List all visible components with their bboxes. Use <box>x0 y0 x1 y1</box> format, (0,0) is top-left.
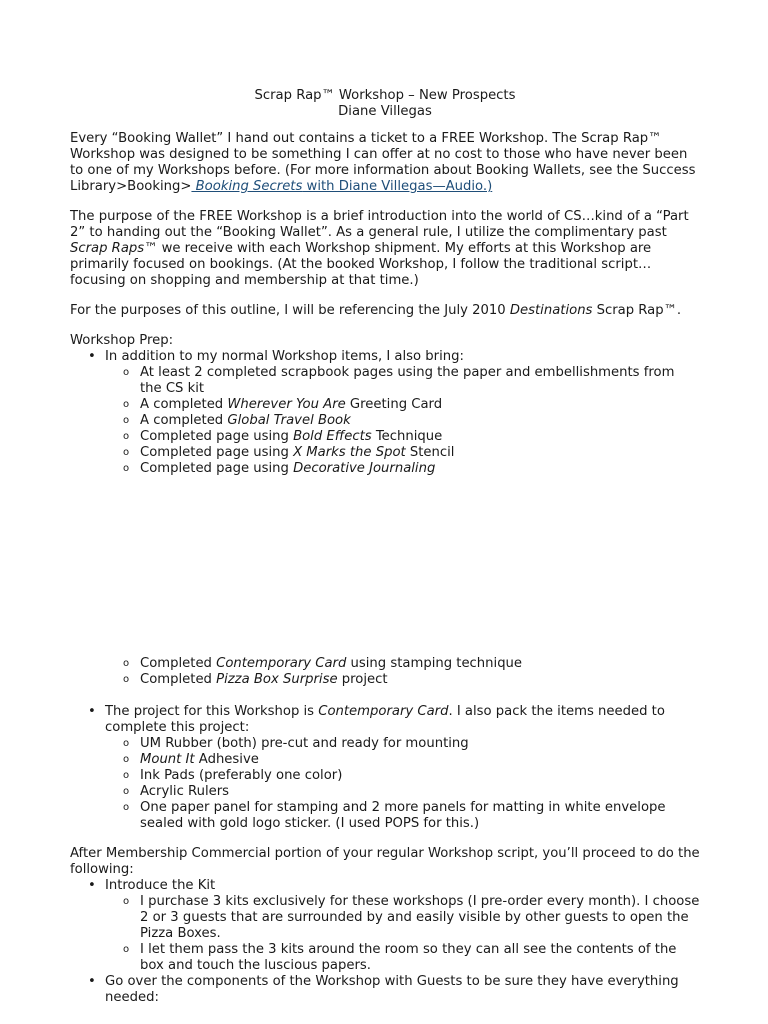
paragraph-purpose: The purpose of the FREE Workshop is a brief introduction into the world of CS…kind of a “Part 2” to handing out the “Booking Wallet”. As a general rule, I utilize the complimentary past Scrap Raps™ we receive with each Workshop shipment. My efforts at this Workshop are primarily focused on bookings. (At the booked Workshop, I follow the traditional script… focusing on shopping and membership at that time.) <box>70 209 689 288</box>
title-line-1: Scrap Rap™ Workshop – New Prospects <box>254 88 516 103</box>
list-item: o I purchase 3 kits exclusively for these workshops (I pre-order every month). I choose 2 or 3 guests that are surrounded by and easily visible by other guests to open the Pizza Boxes. <box>70 894 700 942</box>
list-item: o Completed Contemporary Card using stamping technique <box>70 656 700 672</box>
paragraph-booking-wallet: Every “Booking Wallet” I hand out contains a ticket to a FREE Workshop. The Scrap Rap™ Workshop was designed to be something I can offer at no cost to those who have never been to one of my Workshops before. (For more information about Booking Wallets, see the Success Library>Booking> Booking Secrets with Diane Villegas—Audio.) <box>70 131 696 194</box>
page-break-gap <box>105 477 700 656</box>
kit-sub-list <box>70 894 700 974</box>
list-item: o UM Rubber (both) pre-cut and ready for mounting <box>70 736 700 752</box>
list-item: o Completed Pizza Box Surprise project <box>70 672 700 688</box>
booking-secrets-link[interactable]: Booking Secrets with Diane Villegas—Audio.) <box>191 179 493 194</box>
list-item: o Completed page using Bold Effects Technique <box>70 429 700 445</box>
document-title <box>70 88 700 120</box>
list-item: • In addition to my normal Workshop items, I also bring: o At least 2 completed scrapbook pages using the paper and embellishments from the CS kit o A completed Wherever You Are Greeting Card o A completed Global Travel Book o Completed page using Bold Effects Technique o Completed page using X Marks the Spot Stencil o Completed page using Decorative Journaling o Completed Contemporary Card using stamping technique o Completed Pizza Box Surprise project <box>70 349 700 688</box>
list-item: • Go over the components of the Workshop with Guests to be sure they have everything needed: <box>70 974 700 1006</box>
list-item: o Mount It Adhesive <box>70 752 700 768</box>
list-item: o A completed Global Travel Book <box>70 413 700 429</box>
list-item: • The project for this Workshop is Contemporary Card. I also pack the items needed to complete this project: o UM Rubber (both) pre-cut and ready for mounting o Mount It Adhesive o Ink Pads (preferably one color) o Acrylic Rulers o One paper panel for stamping and 2 more panels for matting in white envelope sealed with gold logo sticker. (I used POPS for this.) <box>70 704 700 832</box>
list-item: o At least 2 completed scrapbook pages using the paper and embellishments from the CS kit <box>70 365 700 397</box>
list-item: o A completed Wherever You Are Greeting Card <box>70 397 700 413</box>
paragraph-reference: For the purposes of this outline, I will be referencing the July 2010 Destinations Scrap Rap™. <box>70 303 682 318</box>
workshop-prep-heading: Workshop Prep: <box>70 333 174 348</box>
list-item: o Completed page using Decorative Journaling <box>70 461 700 477</box>
prep-sub-list <box>70 365 700 477</box>
project-items-list <box>70 736 700 832</box>
prep-bullet-list <box>70 349 700 832</box>
list-item: o Ink Pads (preferably one color) <box>70 768 700 784</box>
author-name: Diane Villegas <box>338 104 432 119</box>
document-page <box>70 88 700 1006</box>
after-bullet-list <box>70 878 700 1006</box>
list-item: o I let them pass the 3 kits around the room so they can all see the contents of the box and touch the luscious papers. <box>70 942 700 974</box>
list-item: o Acrylic Rulers <box>70 784 700 800</box>
list-item: • Introduce the Kit o I purchase 3 kits exclusively for these workshops (I pre-order every month). I choose 2 or 3 guests that are surrounded by and easily visible by other guests to open the Pizza Boxes. o I let them pass the 3 kits around the room so they can all see the contents of the box and touch the luscious papers. <box>70 878 700 974</box>
paragraph-after-membership: After Membership Commercial portion of your regular Workshop script, you’ll proceed to do the following: <box>70 846 700 877</box>
list-item: o One paper panel for stamping and 2 more panels for matting in white envelope sealed with gold logo sticker. (I used POPS for this.) <box>70 800 700 832</box>
prep-sub-list-continued <box>70 656 700 688</box>
list-item: o Completed page using X Marks the Spot Stencil <box>70 445 700 461</box>
